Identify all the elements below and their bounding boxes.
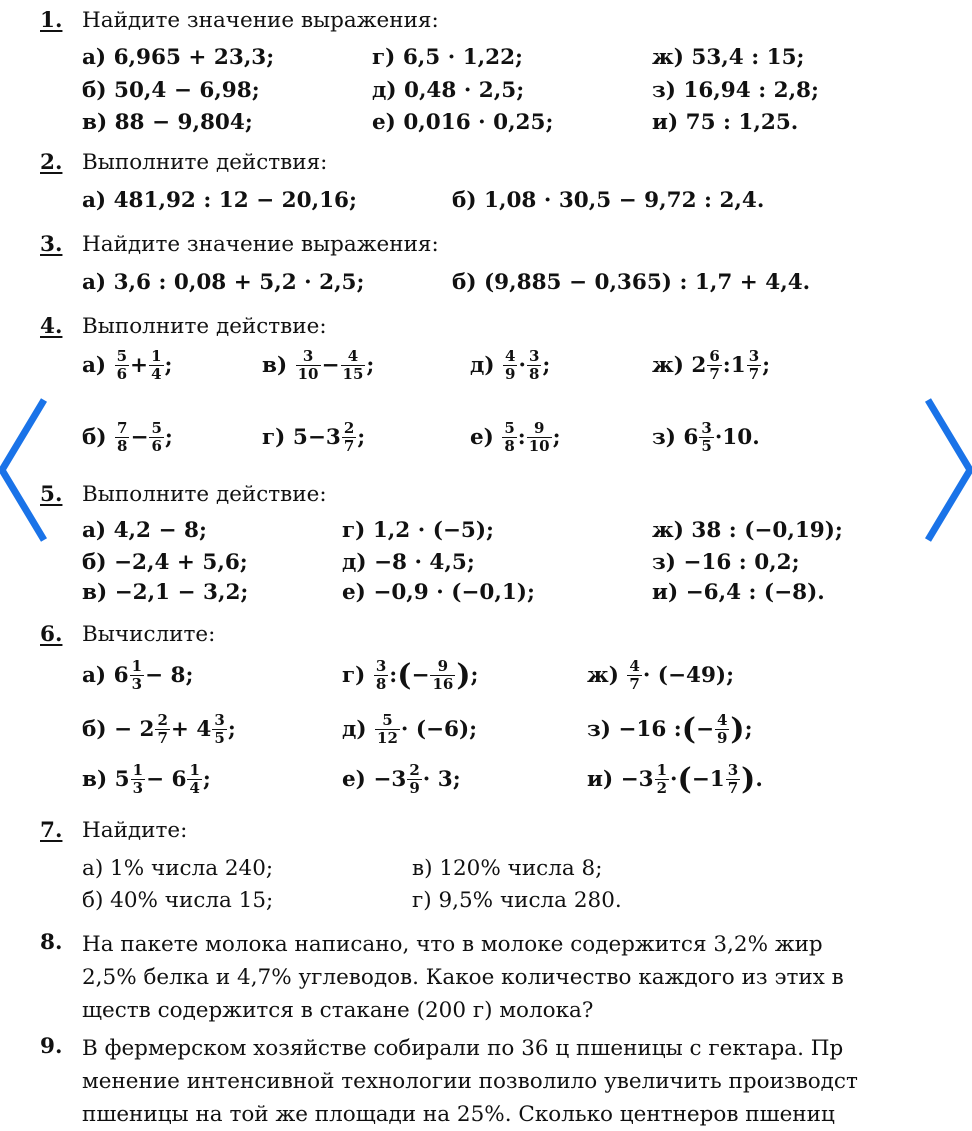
- item-v: в) 120% числа 8;: [412, 856, 603, 881]
- exercise-number: 2.: [40, 150, 63, 175]
- item-e: е) 0,016 · 0,25;: [372, 110, 554, 135]
- item-g: г) $\frac{3}{8}$ :(− $\frac{9}{16}$ );: [342, 657, 479, 694]
- item-v: в) 88 − 9,804;: [82, 110, 253, 135]
- item-i: и) −3 $\frac{1}{2}$ ·(−1 $\frac{3}{7}$ ).: [587, 761, 763, 798]
- item-z: з) 16,94 : 2,8;: [652, 78, 819, 103]
- item-a: а) 6,965 + 23,3;: [82, 45, 275, 70]
- item-d: д) −8 · 4,5;: [342, 550, 475, 575]
- item-a: а) 6 $\frac{1}{3}$ − 8;: [82, 657, 194, 694]
- item-d: д) $\frac{4}{9}$ · $\frac{3}{8}$ ;: [470, 347, 551, 384]
- exercise-number: 5.: [40, 482, 63, 507]
- item-g: г) 5−3 $\frac{2}{7}$ ;: [262, 419, 366, 456]
- exercise-number: 7.: [40, 818, 63, 843]
- exercise-number: 4.: [40, 314, 63, 339]
- exercise-number: 1.: [40, 8, 63, 33]
- item-b: б) (9,885 − 0,365) : 1,7 + 4,4.: [452, 270, 811, 295]
- item-z: з) −16 : 0,2;: [652, 550, 800, 575]
- item-a: а) 481,92 : 12 − 20,16;: [82, 188, 357, 213]
- item-e: е) −3 $\frac{2}{9}$ · 3;: [342, 761, 461, 798]
- item-b: б) 50,4 − 6,98;: [82, 78, 260, 103]
- item-b: б) −2,4 + 5,6;: [82, 550, 248, 575]
- exercise-number: 6.: [40, 622, 63, 647]
- item-zh: ж) 53,4 : 15;: [652, 45, 805, 70]
- exercise-text: В фермерском хозяйстве собирали по 36 ц пшеницы с гектара. Пр менение интенсивной технологии позволило увеличить производст пшеницы на той же площади на 25%. Сколько центнеров пшениц: [82, 1036, 858, 1127]
- item-z: з) 6 $\frac{3}{5}$ ·10.: [652, 419, 760, 456]
- item-e: е) −0,9 · (−0,1);: [342, 580, 535, 605]
- item-g: г) 1,2 · (−5);: [342, 518, 494, 543]
- item-i: и) −6,4 : (−8).: [652, 580, 825, 605]
- item-a: а) 4,2 − 8;: [82, 518, 207, 543]
- exercise-number: 9.: [40, 1034, 63, 1059]
- item-b: б) 1,08 · 30,5 − 9,72 : 2,4.: [452, 188, 765, 213]
- item-g: г) 6,5 · 1,22;: [372, 45, 523, 70]
- item-b: б) 40% числа 15;: [82, 888, 274, 913]
- exercise-title: Найдите значение выражения:: [82, 8, 439, 33]
- item-zh: ж) 2 $\frac{6}{7}$ :1 $\frac{3}{7}$ ;: [652, 347, 771, 384]
- item-a: а) $\frac{5}{6}$ + $\frac{1}{4}$ ;: [82, 347, 173, 384]
- chevron-left-icon: [2, 400, 44, 540]
- item-b: б) $\frac{7}{8}$ − $\frac{5}{6}$ ;: [82, 419, 173, 456]
- item-i: и) 75 : 1,25.: [652, 110, 799, 135]
- chevron-right-icon: [928, 400, 970, 540]
- item-e: е) $\frac{5}{8}$ : $\frac{9}{10}$ ;: [470, 419, 561, 456]
- exercise-title: Найдите значение выражения:: [82, 232, 439, 257]
- item-zh: ж) $\frac{4}{7}$ · (−49);: [587, 657, 735, 694]
- item-zh: ж) 38 : (−0,19);: [652, 518, 843, 543]
- next-page-button[interactable]: [912, 395, 972, 545]
- item-a: а) 1% числа 240;: [82, 856, 274, 881]
- exercise-text: На пакете молока написано, что в молоке содержится 3,2% жир 2,5% белка и 4,7% углеводов. Какое количество каждого из этих в ществ содержится в стакане (200 г) молока?: [82, 932, 844, 1023]
- item-d: д) $\frac{5}{12}$ · (−6);: [342, 711, 478, 748]
- exercise-title: Выполните действие:: [82, 314, 327, 339]
- exercise-title: Вычислите:: [82, 622, 216, 647]
- item-d: д) 0,48 · 2,5;: [372, 78, 525, 103]
- exercise-number: 3.: [40, 232, 63, 257]
- item-v: в) $\frac{3}{10}$ − $\frac{4}{15}$ ;: [262, 347, 375, 384]
- exercise-title: Выполните действие:: [82, 482, 327, 507]
- item-v: в) 5 $\frac{1}{3}$ − 6 $\frac{1}{4}$ ;: [82, 761, 211, 798]
- item-z: з) −16 :(− $\frac{4}{9}$ );: [587, 711, 753, 748]
- exercise-number: 8.: [40, 930, 63, 955]
- item-v: в) −2,1 − 3,2;: [82, 580, 249, 605]
- item-b: б) − 2 $\frac{2}{7}$ + 4 $\frac{3}{5}$ ;: [82, 711, 236, 748]
- item-g: г) 9,5% числа 280.: [412, 888, 622, 913]
- exercise-title: Выполните действия:: [82, 150, 328, 175]
- exercise-title: Найдите:: [82, 818, 188, 843]
- item-a: а) 3,6 : 0,08 + 5,2 · 2,5;: [82, 270, 365, 295]
- prev-page-button[interactable]: [0, 395, 63, 545]
